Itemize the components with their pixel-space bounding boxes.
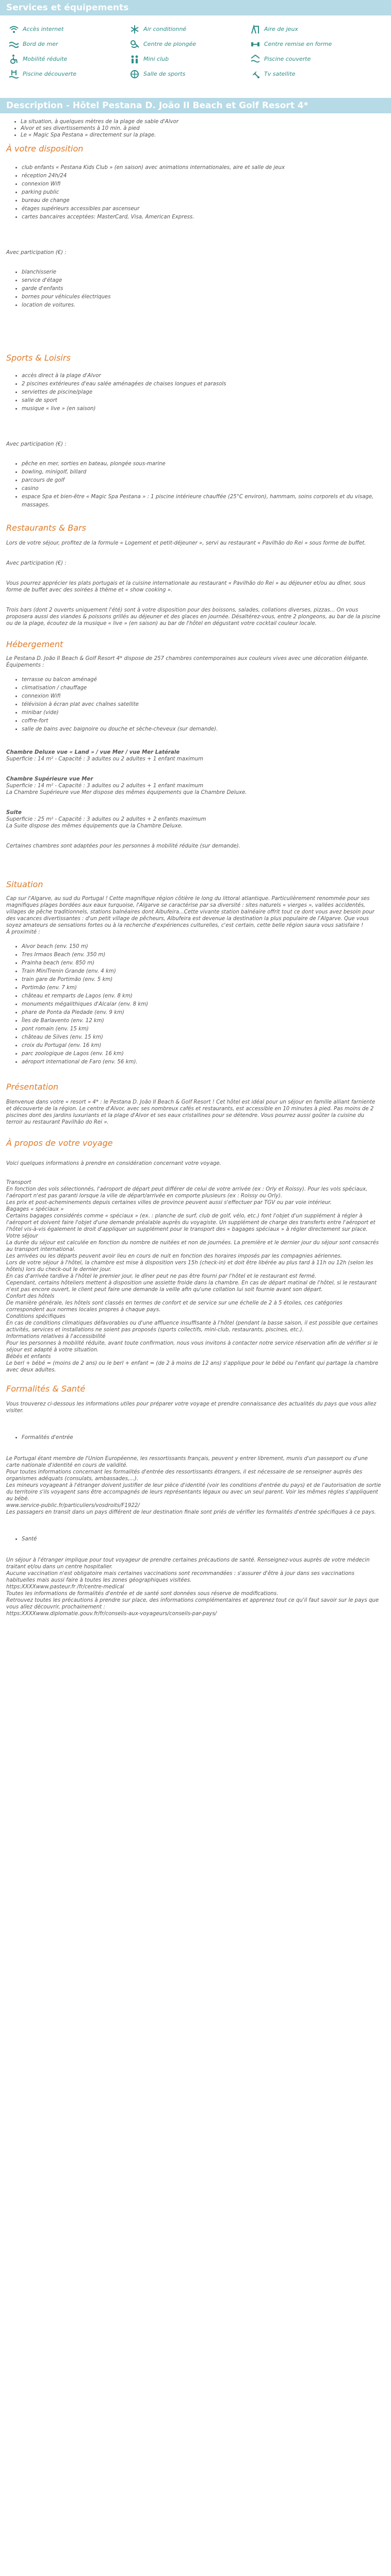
list-item: • garde d'enfants	[22, 285, 382, 293]
wheelchair-icon	[8, 54, 20, 65]
list-item: • parc zoologique de Lagos (env. 16 km)	[22, 1050, 382, 1058]
room-title: Chambre Deluxe vue « Land » / vue Mer / vue Mer Latérale	[6, 750, 180, 755]
amenity-label: Air conditionné	[143, 26, 187, 32]
amenity-label: Aire de jeux	[264, 26, 298, 32]
diver-icon	[129, 39, 140, 50]
room-text: La Suite dispose des mêmes équipements que la Chambre Deluxe.	[6, 823, 183, 829]
amenity-item	[8, 69, 129, 80]
formalites-text: Retrouvez toutes les précautions à prendre sur place, des informations complémentaires et apprenez tout ce qu'il faut savoir sur le pays que vous allez découvrir, prochainement :	[6, 1598, 379, 1610]
formalites-link[interactable]: www.service-public.fr/particuliers/vosdroits/F1922/	[6, 1503, 140, 1509]
section-title-sports: Sports & Loisirs	[6, 353, 71, 363]
list-item: • Tres Irmaos Beach (env. 350 m)	[22, 951, 382, 959]
formalites-text: Aucune vaccination n'est obligatoire mais certaines vaccinations sont recommandées : s'assurer d'être à jour dans ses vaccinations habituelles mais aussi faire à toutes les zones géographiques visitées.	[6, 1571, 354, 1583]
propos-line: En cas d'arrivée tardive à l'hôtel le premier jour, le dîner peut ne pas être fourni par l'hôtel et le restaurant est fermé.	[6, 1274, 317, 1279]
list-item: • Îles de Barlavento (env. 12 km)	[22, 1017, 382, 1025]
list-item: • bureau de change	[22, 197, 382, 205]
propos-line: Transport	[6, 1180, 31, 1185]
description-content	[0, 118, 391, 1617]
section-title-situation: Situation	[6, 879, 43, 889]
formalites-intro: Vous trouverez ci-dessous les informations utiles pour préparer votre voyage et prendre connaissance des actualités du pays que vous allez visiter.	[6, 1401, 377, 1414]
amenity-item	[250, 24, 370, 35]
list-item: • monuments mégalithiques d'Alcalar (env. 8 km)	[22, 1001, 382, 1009]
list-item: • Formalités d'entrée	[22, 1434, 382, 1442]
disposition-paid-list	[6, 268, 382, 310]
list-item: • espace Spa et bien-être « Magic Spa Pestana » : 1 piscine intérieure chauffée (25°C environ), hammam, soins corporels et du visage, massages.	[22, 493, 382, 510]
amenity-label: Tv satellite	[264, 71, 296, 77]
propos-line: Votre séjour	[6, 1233, 38, 1239]
intro-list	[6, 118, 382, 139]
paid-label: Avec participation (€) :	[6, 250, 67, 256]
dumbbell-icon	[250, 39, 261, 50]
amenities-grid	[8, 22, 391, 81]
amenity-item	[8, 39, 129, 50]
propos-line: Cependant, certains hôteliers mettent à disposition une assiette froide dans la chambre. En cas de départ matinal de l'hôtel, si le restaurant n'est pas encore ouvert, le client peut faire une demande la veille afin qu'une collation lui soit fournie avant son départ.	[6, 1280, 377, 1293]
section-title-presentation: Présentation	[6, 1082, 59, 1092]
list-item: • phare de Ponta da Piedade (env. 9 km)	[22, 1009, 382, 1017]
amenity-item	[250, 39, 370, 50]
section-title-formalites: Formalités & Santé	[6, 1384, 86, 1394]
propos-line: Conditions spécifiques	[6, 1314, 66, 1319]
pool-icon	[8, 69, 20, 80]
room-text: La Chambre Supérieure vue Mer dispose des mêmes équipements que la Chambre Deluxe.	[6, 790, 247, 795]
restaurants-text: Trois bars (dont 2 ouverts uniquement l'été) sont à votre disposition pour des boissons, salades, collations diverses, pizzas... On vous proposera aussi des viandes & poissons grillés au déjeuner et des glaces en journée. Désaltérez-vous, entre 2 plongeons, au bar de la piscine ou de la plage, écoutez de la musique « live » (en saison) au bar de l'hôtel en dégustant votre cocktail couleur locale.	[6, 607, 381, 626]
section-title-propos: À propos de votre voyage	[6, 1138, 113, 1148]
amenity-label: Salle de sports	[143, 71, 186, 77]
list-item: • parcours de golf	[22, 477, 382, 485]
list-item: • accès direct à la plage d'Alvor	[22, 372, 382, 380]
propos-line: De manière générale, les hôtels sont classés en termes de confort et de service sur une échelle de 2 à 5 étoiles, ces catégories correspondent aux normes locales propres à chaque pays.	[6, 1300, 343, 1313]
list-item: • bornes pour véhicules électriques	[22, 293, 382, 301]
hebergement-intro: Le Pestana D. João II Beach & Golf Resort 4* dispose de 257 chambres contemporaines aux couleurs vives avec une décoration élégante.	[6, 656, 369, 662]
formalites-text: Les passagers en transit dans un pays différent de leur destination finale sont priés de vérifier les formalités d'entrée spécifiques à ce pays.	[6, 1510, 376, 1515]
list-item: • coffre-fort	[22, 717, 382, 725]
indoor-pool-icon	[250, 54, 261, 65]
list-item: • train gare de Portimão (env. 5 km)	[22, 976, 382, 984]
amenity-label: Bord de mer	[23, 41, 58, 47]
list-item: • Prainha beach (env. 850 m)	[22, 959, 382, 968]
amenity-item	[250, 54, 370, 65]
situation-text: Cap sur l'Algarve, au sud du Portugal ! Cette magnifique région côtière le long du littoral atlantique. Particulièrement renommée pour ses magnifiques plages bordées aux eaux turquoise, l'Algarve se caractérise par sa diversité : sites naturels « vierges », vallées accidentés, villages de pêche traditionnels, stations balnéaires dont Albufeira...Cette vivante station balnéaire offrit tout ce dont vous avez besoin pour des vacances divertissantes : d'un petit village de pêcheurs, Albufeira est devenue la destination la plus populaire de l'Algarve. Que vous soyez amateurs de sensations fortes ou à la recherche d'expériences culturelles, c'est certain, cette belle région saura vous satisfaire !	[6, 896, 374, 928]
sante-list	[6, 1535, 382, 1544]
formalites-text: Toutes les informations de formalités d'entrée et de santé sont données sous réserve de modifications.	[6, 1591, 279, 1597]
room-title: Suite	[6, 810, 22, 816]
list-item: • étages supérieurs accessibles par ascenseur	[22, 205, 382, 213]
list-item: • minibar (vide)	[22, 709, 382, 717]
amenity-item	[129, 69, 250, 80]
list-item: • blanchisserie	[22, 268, 382, 277]
propos-line: Informations relatives à l'accessibilité	[6, 1334, 106, 1340]
propos-block	[6, 1179, 382, 1374]
presentation-text: Bienvenue dans votre « resort » 4* : le Pestana D. João II Beach & Golf Resort ! Cet hôtel est idéal pour un séjour en famille alliant farniente et découverte de la région. Le centre d'Alvor, avec ses nombreux cafés et restaurants, est accessible en 10 minutes à pied. Pas moins de 2 piscines dont des jardins luxuriants et la plage d'Alvor et ses eaux cristallines pour se détendre. Vous pourrez aussi goûter la cuisine du terroir au restaurant Pavilhão do Rei ».	[6, 1099, 376, 1125]
list-item: • casino	[22, 485, 382, 493]
list-item: • télévision à écran plat avec chaînes satellite	[22, 701, 382, 709]
propos-line: La durée du séjour est calculée en fonction du nombre de nuitées et non de journées. La première et le dernier jour du séjour sont consacrés au transport international.	[6, 1240, 379, 1252]
restaurants-text: Lors de votre séjour, profitez de la formule « Logement et petit-déjeuner », servi au restaurant « Pavilhão do Rei » sous forme de buffet.	[6, 540, 366, 546]
amenity-label: Centre remise en forme	[264, 41, 332, 47]
amenity-item	[129, 39, 250, 50]
playground-icon	[250, 24, 261, 35]
list-item: • connexion Wifi	[22, 692, 382, 701]
list-item: • salle de sport	[22, 397, 382, 405]
list-item: • serviettes de piscine/plage	[22, 388, 382, 397]
room-text: Superficie : 14 m² - Capacité : 3 adultes ou 2 adultes + 1 enfant maximum	[6, 756, 204, 762]
list-item: • parking public	[22, 189, 382, 197]
list-item: • cartes bancaires acceptées: MasterCard, Visa, American Express.	[22, 213, 382, 222]
list-item: • château et remparts de Lagos (env. 8 km)	[22, 992, 382, 1001]
sports-list	[6, 372, 382, 413]
amenities-row	[8, 66, 391, 81]
amenities-row	[8, 37, 391, 52]
amenity-label: Accès internet	[23, 26, 64, 32]
propos-line: Bagages « spéciaux »	[6, 1207, 64, 1212]
paid-label: Avec participation (€) :	[6, 442, 67, 447]
amenity-item	[129, 54, 250, 65]
propos-line: Bébés et enfants	[6, 1354, 51, 1360]
services-header: Services et équipements	[0, 0, 391, 15]
propos-line: En cas de conditions climatiques défavorables ou d'une affluence insuffisante à l'hôtel (pendant la basse saison, il est possible que certaines activités, services et installations ne soient pas proposés (sports collectifs, mini-club, restaurants, piscines, etc.).	[6, 1320, 378, 1333]
propos-line: Certains bagages considérés comme « spéciaux » (ex. : planche de surf, club de golf, vélo, etc.) font l'objet d'un supplément à régler à l'aéroport et doivent faire l'objet d'une demande préalable auprès du voyagiste. Un supplément de charge des transferts entre l'aéroport et l'hôtel vis-à-vis également le droit d'appliquer un supplément pour le transport des « bagages spéciaux » à régler directement sur place.	[6, 1213, 376, 1232]
formalites-link[interactable]: https:XXXXwww.pasteur.fr /fr/centre-medical	[6, 1584, 124, 1590]
amenity-label: Centre de plongée	[143, 41, 197, 47]
list-item: • service d'étage	[22, 277, 382, 285]
list-item: • climatisation / chauffage	[22, 684, 382, 692]
list-item: • Le « Magic Spa Pestana » directement sur la plage.	[21, 132, 382, 139]
list-item: • croix du Portugal (env. 16 km)	[22, 1042, 382, 1050]
list-item: • location de voitures.	[22, 301, 382, 310]
list-item: • aéroport international de Faro (env. 56 km).	[22, 1058, 382, 1066]
room-title: Chambre Supérieure vue Mer	[6, 776, 93, 782]
gym-icon	[129, 69, 140, 80]
disposition-list	[6, 164, 382, 222]
list-item: • 2 piscines extérieures d'eau salée aménagées de chaises longues et parasols	[22, 380, 382, 388]
list-item: • terrasse ou balcon aménagé	[22, 676, 382, 684]
list-item: • réception 24h/24	[22, 172, 382, 180]
amenity-label: Mini club	[143, 56, 169, 62]
formalites-text: Le Portugal étant membre de l'Union Européenne, les ressortissants français, peuvent y entrer librement, munis d'un passeport ou d'une carte nationale d'identité en cours de validité.	[6, 1456, 368, 1468]
room-text: Superficie : 14 m² - Capacité : 3 adultes ou 2 adultes + 1 enfant maximum	[6, 783, 204, 789]
section-title-hebergement: Hébergement	[6, 639, 63, 649]
list-item: • salle de bains avec baignoire ou douche et sèche-cheveux (sur demande).	[22, 725, 382, 734]
amenity-item	[8, 24, 129, 35]
propos-line: Pour les personnes à mobilité réduite, avant toute confirmation, nous vous invitons à contacter notre service réservation afin de vérifier si le séjour est adapté à votre situation.	[6, 1341, 378, 1353]
list-item: • musique « live » (en saison)	[22, 405, 382, 413]
room-note: Certaines chambres sont adaptées pour les personnes à mobilité réduite (sur demande).	[6, 843, 241, 849]
list-item: • Portimão (env. 7 km)	[22, 984, 382, 992]
list-item: • Train MiniTrenin Grande (env. 4 km)	[22, 968, 382, 976]
waves-icon	[8, 39, 20, 50]
restaurants-text: Vous pourrez apprécier les plats portugais et la cuisine internationale au restaurant « Pavilhão do Rei » au déjeuner et/ou au dîner, sous forme de buffet avec des soirées à thème et « show cooking ».	[6, 581, 366, 593]
list-item: • Alvor beach (env. 150 m)	[22, 943, 382, 951]
snowflake-icon	[129, 24, 140, 35]
satellite-icon	[250, 69, 261, 80]
section-title-restaurants: Restaurants & Bars	[6, 523, 86, 533]
amenity-label: Mobilité réduite	[23, 56, 68, 62]
propos-line: Le berl + bébé = (moins de 2 ans) ou le berl + enfant = (de 2 à moins de 12 ans) s'applique pour le bébé ou l'enfant qui partage la chambre avec deux adultes.	[6, 1361, 379, 1373]
list-item: • La situation, à quelques mètres de la plage de sable d'Alvor	[21, 118, 382, 125]
list-item: • pêche en mer, sorties en bateau, plongée sous-marine	[22, 460, 382, 468]
amenities-row	[8, 22, 391, 37]
propos-line: Lors de votre séjour à l'hôtel, la chambre est mise à disposition vers 15h (check-in) et doit être libérée au plus tard à 11h ou 12h (selon les hôtels) lors du check-out le dernier jour.	[6, 1260, 373, 1273]
list-item: • club enfants « Pestana Kids Club » (en saison) avec animations internationales, aire et salle de jeux	[22, 164, 382, 172]
formalites-text: Les mineurs voyageant à l'étranger doivent justifier de leur pièce d'identité (voir les conditions d'entrée du pays) et de l'autorisation de sortie du territoire s'ils voyagent sans être accompagnés de leurs représentants légaux ou avec un seul parent. Voir les mêmes règles s'appliquent au bébé.	[6, 1483, 381, 1502]
kids-icon	[129, 54, 140, 65]
propos-line: Les arrivées ou les départs peuvent avoir lieu en cours de nuit en fonction des horaires imposés par les compagnies aériennes.	[6, 1253, 343, 1259]
section-title-disposition: À votre disposition	[6, 144, 84, 154]
propos-line: En fonction des vols sélectionnés, l'aéroport de départ peut différer de celui de votre arrivée (ex : Orly et Roissy). Pour les vols spéciaux, l'aéroport n'est pas garanti lorsque la ville de départ/arrivée en comporte plusieurs (ex : Roissy ou Orly).	[6, 1187, 368, 1199]
propos-intro: Voici quelques informations à prendre en considération concernant votre voyage.	[6, 1161, 221, 1166]
paid-label: Avec participation (€) :	[6, 561, 67, 566]
propos-line: Les prix et post-acheminements depuis certaines villes de province peuvent aussi s'effectuer par TGV ou par voie intérieur.	[6, 1200, 332, 1206]
formalites-text: Un séjour à l'étranger implique pour tout voyageur de prendre certaines précautions de santé. Renseignez-vous auprès de votre médecin traitant et/ou dans un centre hospitalier.	[6, 1557, 370, 1570]
list-item: • connexion Wifi	[22, 180, 382, 189]
amenities-row	[8, 52, 391, 66]
amenity-item	[8, 54, 129, 65]
formalites-list	[6, 1434, 382, 1442]
propos-line: Confort des hôtels	[6, 1294, 55, 1299]
list-item: • pont romain (env. 15 km)	[22, 1025, 382, 1033]
amenity-label: Piscine couverte	[264, 56, 311, 62]
around-list	[6, 943, 382, 1066]
sports-paid-list	[6, 460, 382, 510]
amenity-item	[129, 24, 250, 35]
amenity-item	[250, 69, 370, 80]
around-label: À proximité :	[6, 929, 40, 935]
equipment-list	[6, 676, 382, 734]
formalites-text: Pour toutes informations concernant les formalités d'entrée des ressortissants étrangers, il est nécessaire de se renseigner auprès des organismes adéquats (consulats, ambassades,...).	[6, 1469, 363, 1482]
wifi-icon	[8, 24, 20, 35]
equipment-label: Équipements :	[6, 663, 44, 668]
list-item: • château de Silves (env. 15 km)	[22, 1033, 382, 1042]
formalites-link[interactable]: https:XXXXwww.diplomatie.gouv.fr/fr/conseils-aux-voyageurs/conseils-par-pays/	[6, 1611, 217, 1617]
amenity-label: Piscine découverte	[23, 71, 77, 77]
description-header: Description - Hôtel Pestana D. João II Beach et Golf Resort 4*	[0, 98, 391, 113]
list-item: • Santé	[22, 1535, 382, 1544]
room-text: Superficie : 25 m² - Capacité : 3 adultes ou 2 adultes + 2 enfants maximum	[6, 817, 206, 822]
list-item: • Alvor et ses divertissements à 10 min. à pied	[21, 125, 382, 132]
list-item: • bowling, minigolf, billard	[22, 468, 382, 477]
